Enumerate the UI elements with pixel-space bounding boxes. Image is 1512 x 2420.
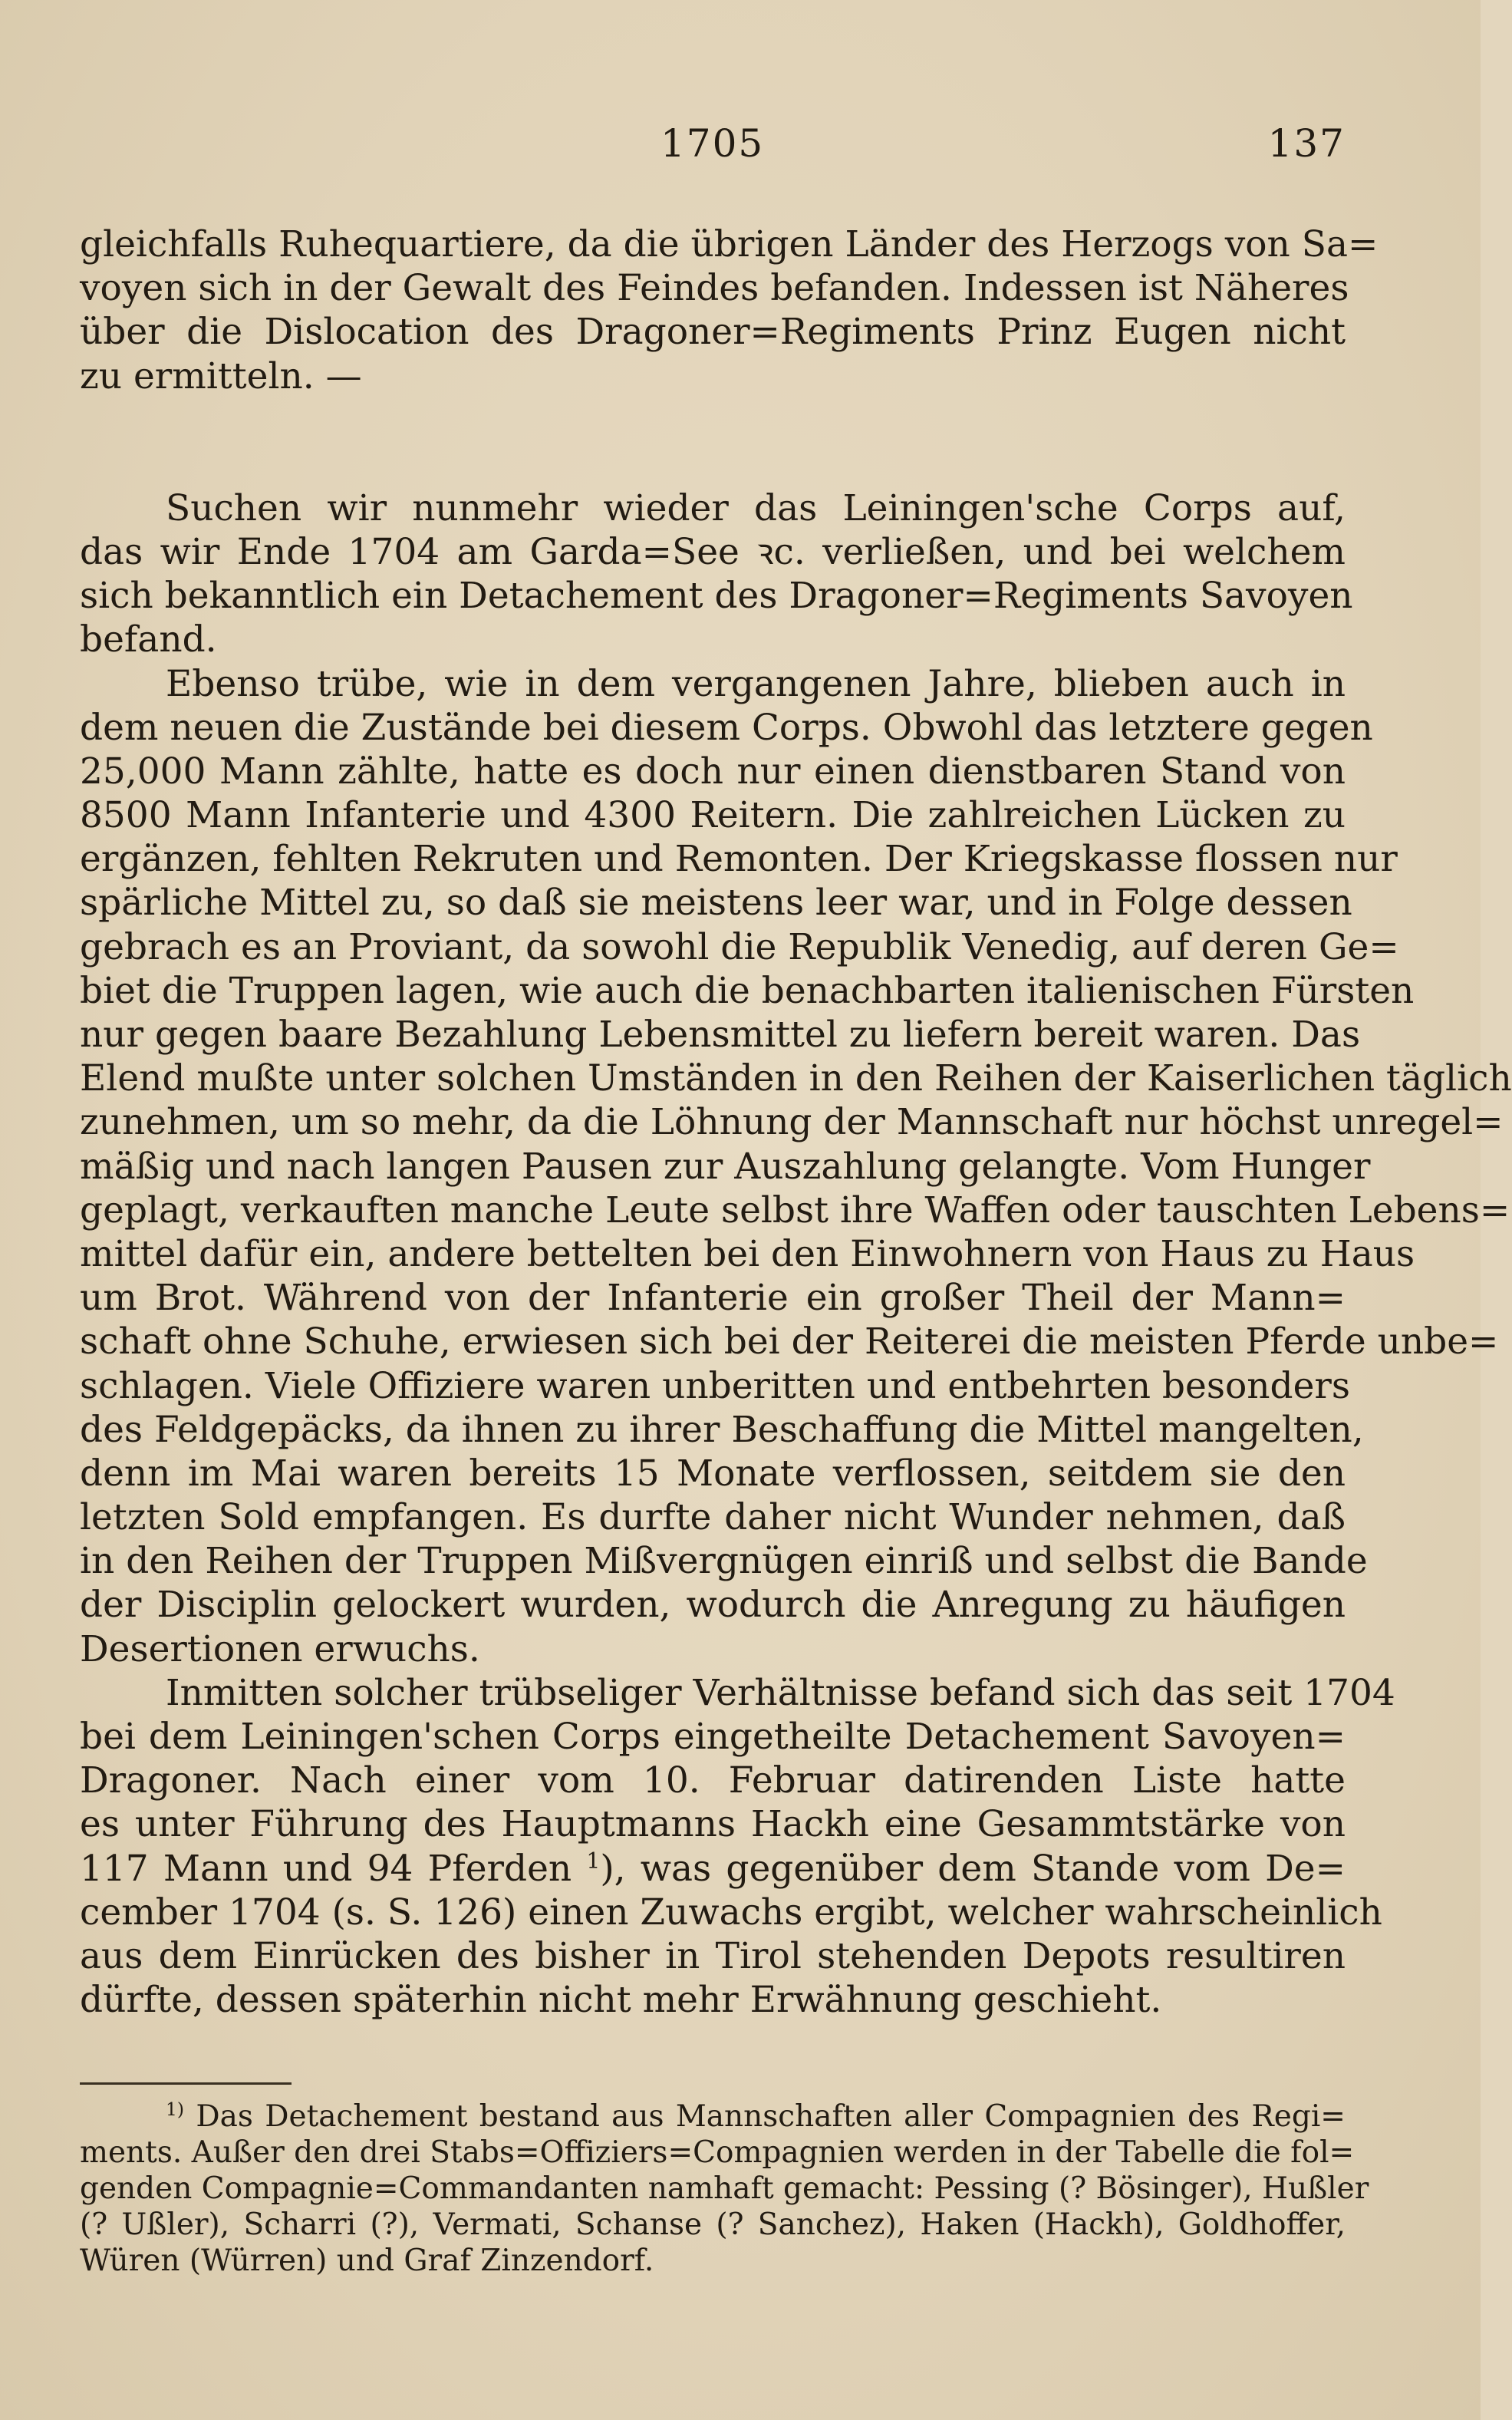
footnote-line: genden Compagnie=Commandanten namhaft gemacht: Pessing (? Bösinger), Hußler xyxy=(80,2171,1369,2206)
section-gap xyxy=(80,398,1346,486)
text-line: das wir Ende 1704 am Garda=See ꝛc. verließen, und bei welchem xyxy=(80,530,1346,573)
text-line: Suchen wir nunmehr wieder das Leiningen'sche Corps auf, xyxy=(166,486,1346,529)
text-line: Elend mußte unter solchen Umständen in den Reihen der Kaiserlichen täglich xyxy=(80,1057,1512,1100)
text-line: über die Dislocation des Dragoner=Regiments Prinz Eugen nicht xyxy=(80,311,1346,354)
text-line-with-footnote xyxy=(80,1847,1346,1891)
text-line: des Feldgepäcks, da ihnen zu ihrer Beschaffung die Mittel mangelten, xyxy=(80,1408,1364,1451)
footnote-reference[interactable]: 1 xyxy=(586,1847,601,1873)
text-line: Dragoner. Nach einer vom 10. Februar datirenden Liste hatte xyxy=(80,1759,1346,1802)
text-line: ergänzen, fehlten Rekruten und Remonten. Der Kriegskasse flossen nur xyxy=(80,838,1398,881)
text-line: bei dem Leiningen'schen Corps eingetheilte Detachement Savoyen= xyxy=(80,1716,1346,1758)
text-line: in den Reihen der Truppen Mißvergnügen einriß und selbst die Bande xyxy=(80,1540,1368,1583)
footnote-section xyxy=(80,2099,1369,2279)
header-year: 1705 xyxy=(660,121,765,166)
footnote-divider xyxy=(80,2082,292,2085)
text-line: dürfte, dessen späterhin nicht mehr Erwähnung geschieht. xyxy=(80,1979,1162,2022)
text-line: 25,000 Mann zählte, hatte es doch nur einen dienstbaren Stand von xyxy=(80,750,1346,793)
text-line: 8500 Mann Infanterie und 4300 Reitern. Die zahlreichen Lücken zu xyxy=(80,794,1346,837)
text-line: zu ermitteln. — xyxy=(80,354,362,397)
text-line: mäßig und nach langen Pausen zur Auszahlung gelangte. Vom Hunger xyxy=(80,1145,1371,1188)
text-line: befand. xyxy=(80,618,217,661)
footnote-line xyxy=(80,2099,1346,2135)
text-line: nur gegen baare Bezahlung Lebensmittel zu liefern bereit waren. Das xyxy=(80,1014,1361,1056)
footnote-line: ments. Außer den drei Stabs=Offiziers=Compagnien werden in der Tabelle die fol= xyxy=(80,2135,1355,2170)
paragraph-3 xyxy=(80,662,1512,1671)
text-line: voyen sich in der Gewalt des Feindes befanden. Indessen ist Näheres xyxy=(80,267,1349,310)
text-line: schlagen. Viele Offiziere waren unberitten und entbehrten besonders xyxy=(80,1364,1350,1407)
text-line: um Brot. Während von der Infanterie ein großer Theil der Mann= xyxy=(80,1277,1346,1320)
text-line: der Disciplin gelockert wurden, wodurch die Anregung zu häufigen xyxy=(80,1584,1346,1627)
text-line: cember 1704 (s. S. 126) einen Zuwachs ergibt, welcher wahrscheinlich xyxy=(80,1891,1382,1934)
text-segment: ), was gegenüber dem Stande vom De= xyxy=(600,1847,1346,1890)
text-line: denn im Mai waren bereits 15 Monate verflossen, seitdem sie den xyxy=(80,1452,1346,1495)
text-line: geplagt, verkauften manche Leute selbst ihre Waffen oder tauschten Lebens= xyxy=(80,1189,1510,1231)
page-number: 137 xyxy=(1267,121,1346,166)
footnote-line: Würen (Würren) und Graf Zinzendorf. xyxy=(80,2244,654,2278)
footnote-line: (? Ußler), Scharri (?), Vermati, Schanse (? Sanchez), Haken (Hackh), Goldhoffer, xyxy=(80,2207,1346,2242)
text-line: mittel dafür ein, andere bettelten bei den Einwohnern von Haus zu Haus xyxy=(80,1232,1415,1275)
text-line: letzten Sold empfangen. Es durfte daher nicht Wunder nehmen, daß xyxy=(80,1496,1346,1539)
text-line: zunehmen, um so mehr, da die Löhnung der Mannschaft nur höchst unregel= xyxy=(80,1101,1504,1144)
text-line: gleichfalls Ruhequartiere, da die übrigen Länder des Herzogs von Sa= xyxy=(80,223,1379,265)
paragraph-2 xyxy=(80,486,1353,662)
text-line: biet die Truppen lagen, wie auch die benachbarten italienischen Fürsten xyxy=(80,969,1415,1012)
text-line: sich bekanntlich ein Detachement des Dragoner=Regiments Savoyen xyxy=(80,575,1353,618)
text-line: aus dem Einrücken des bisher in Tirol stehenden Depots resultiren xyxy=(80,1934,1346,1977)
paragraph-4 xyxy=(80,1671,1395,2023)
paragraph-1 xyxy=(80,223,1379,398)
body-text xyxy=(80,223,1512,2022)
footnote-text: Das Detachement bestand aus Mannschaften aller Compagnien des Regi= xyxy=(196,2099,1346,2134)
text-line: spärliche Mittel zu, so daß sie meistens leer war, und in Folge dessen xyxy=(80,882,1352,925)
footnote-marker: 1) xyxy=(166,2099,185,2120)
text-line: schaft ohne Schuhe, erwiesen sich bei der Reiterei die meisten Pferde unbe= xyxy=(80,1320,1499,1363)
text-line: Desertionen erwuchs. xyxy=(80,1627,480,1670)
text-line: dem neuen die Zustände bei diesem Corps. Obwohl das letztere gegen xyxy=(80,706,1373,749)
text-segment: 117 Mann und 94 Pferden xyxy=(80,1847,572,1890)
text-line: Inmitten solcher trübseliger Verhältnisse befand sich das seit 1704 xyxy=(166,1671,1395,1714)
text-line: gebrach es an Proviant, da sowohl die Republik Venedig, auf deren Ge= xyxy=(80,925,1399,968)
page-header xyxy=(80,121,1346,175)
text-line: Ebenso trübe, wie in dem vergangenen Jahre, blieben auch in xyxy=(166,662,1346,705)
text-line: es unter Führung des Hauptmanns Hackh eine Gesammtstärke von xyxy=(80,1803,1346,1846)
